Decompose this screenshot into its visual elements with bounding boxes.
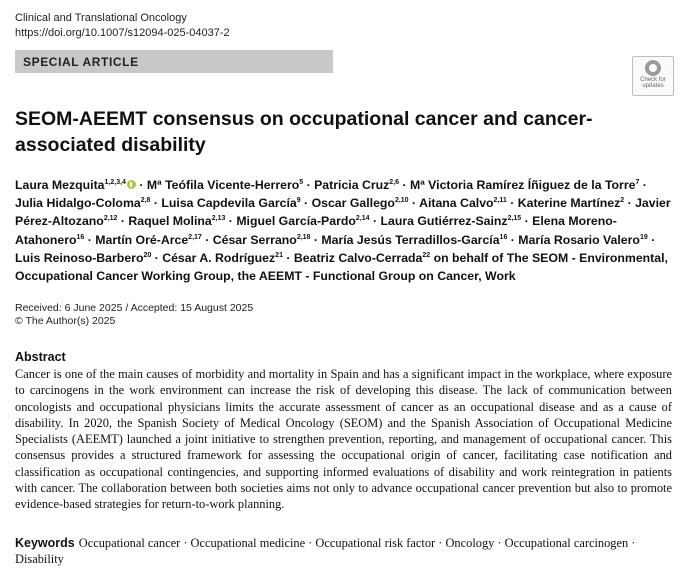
- abstract-body: Cancer is one of the main causes of morbidity and mortality in Spain and has a significant impact in the workplace, where exposure to carcinogens in the work environment can increase the risk of developing this disease. The lack of communication between oncologists and occupational physicians limits the accurate assessment of cancer as an occupational disease and as a cause of disability. In 2020, the Spanish Society of Medical Oncology (SEOM) and the Spanish Association of Occupational Medicine Specialists (AEEMT) launched a joint initiative to strengthen prevention, reporting, and management of occupational cancer. This consensus provides a structured framework for assessing the occupational origin of cancer, facilitating case notification and classification as occupational contingencies, and supporting informed evaluations of disability and work reintegration in patients with cancer. The collaboration between both societies aims not only to advance occupational cancer prevention but also to promote evidence-based strategies for return-to-work planning.: [15, 367, 672, 512]
- author-name: Oscar Gallego: [311, 196, 395, 211]
- author-affiliations: 2,15: [507, 215, 522, 223]
- author-entry[interactable]: [162, 251, 283, 265]
- author-entry[interactable]: [147, 178, 303, 192]
- author-name: Javier Pérez-Altozano: [15, 196, 671, 229]
- author-entry[interactable]: [518, 233, 647, 247]
- author-name: Miguel García-Pardo: [236, 214, 356, 229]
- orcid-icon[interactable]: [127, 180, 136, 189]
- author-name: Elena Moreno-Atahonero: [15, 214, 617, 247]
- author-entry[interactable]: [15, 196, 150, 210]
- author-entry[interactable]: [380, 214, 521, 228]
- article-title: SEOM-AEEMT consensus on occupational cancer and cancer-associated disability: [15, 108, 593, 156]
- authors-group-suffix: on behalf of The SEOM - Environmental, Occupational Cancer Working Group, the AEEMT - Functional Group on Cancer, Work: [15, 250, 668, 284]
- author-name: Aitana Calvo: [419, 196, 494, 211]
- author-affiliations: 2,13: [211, 215, 226, 223]
- author-entry[interactable]: [95, 233, 202, 247]
- author-name: Julia Hidalgo-Coloma: [15, 196, 141, 211]
- author-affiliations: 2,18: [296, 233, 311, 241]
- author-name: Katerine Martínez: [517, 196, 621, 211]
- check-updates-line1: Check for: [640, 77, 666, 83]
- author-entry[interactable]: [294, 251, 430, 265]
- article-type-label: SPECIAL ARTICLE: [23, 55, 139, 69]
- author-name: Luisa Capdevila García: [161, 196, 297, 211]
- author-entry[interactable]: [15, 178, 136, 192]
- author-affiliations: 1,2,3,4: [104, 179, 126, 186]
- author-name: César A. Rodríguez: [162, 250, 276, 265]
- author-affiliations: 2,14: [355, 215, 370, 223]
- author-affiliations: 16: [76, 233, 85, 241]
- received-accepted-dates: Received: 6 June 2025 / Accepted: 15 August 2025: [15, 302, 254, 314]
- author-name: Raquel Molina: [128, 214, 212, 229]
- author-name: María Jesús Terradillos-García: [321, 232, 500, 247]
- check-for-updates-button[interactable]: [632, 56, 674, 96]
- author-entry[interactable]: [314, 178, 399, 192]
- author-name: Mª Victoria Ramírez Íñiguez de la Torre: [409, 178, 636, 192]
- author-affiliations: 2,10: [394, 197, 409, 205]
- author-name: Beatriz Calvo-Cerrada: [293, 250, 423, 265]
- author-entry[interactable]: [236, 214, 369, 228]
- keywords-list: Occupational cancer · Occupational medicine · Occupational risk factor · Oncology · Occupational carcinogen · Disability: [15, 536, 636, 566]
- author-name: Mª Teófila Vicente-Herrero: [146, 178, 300, 192]
- keywords-label: Keywords: [15, 536, 75, 550]
- author-affiliations: 2: [620, 197, 625, 205]
- author-affiliations: 22: [422, 251, 431, 259]
- author-affiliations: 19: [639, 233, 648, 241]
- author-affiliations: 7: [635, 179, 640, 186]
- author-affiliations: 2,8: [140, 197, 151, 205]
- author-name: César Serrano: [212, 232, 297, 247]
- author-affiliations: 16: [499, 233, 508, 241]
- author-entry[interactable]: [161, 196, 300, 210]
- author-name: Martín Oré-Arce: [95, 232, 189, 247]
- journal-name: Clinical and Translational Oncology: [15, 12, 187, 24]
- author-affiliations: 5: [299, 179, 304, 186]
- author-name: Patricia Cruz: [314, 178, 390, 192]
- keywords: [15, 535, 675, 567]
- author-affiliations: 2,6: [389, 179, 400, 186]
- author-entry[interactable]: [312, 196, 409, 210]
- author-affiliations: 9: [296, 197, 301, 205]
- author-affiliations: 21: [275, 251, 283, 259]
- abstract-heading: Abstract: [15, 350, 66, 364]
- author-entry[interactable]: [128, 214, 225, 228]
- author-entry[interactable]: [419, 196, 507, 210]
- author-affiliations: 2,17: [188, 233, 202, 241]
- article-type-banner: [15, 50, 333, 73]
- author-entry[interactable]: [321, 233, 507, 247]
- author-affiliations: 20: [143, 251, 152, 259]
- author-affiliations: 2,12: [103, 215, 118, 223]
- author-entry[interactable]: [213, 233, 311, 247]
- author-name: Laura Mezquita: [15, 178, 105, 192]
- author-name: María Rosario Valero: [518, 232, 640, 247]
- author-name: Laura Gutiérrez-Sainz: [380, 214, 508, 229]
- author-entry[interactable]: [15, 251, 151, 265]
- doi-link[interactable]: https://doi.org/10.1007/s12094-025-04037-2: [15, 27, 230, 39]
- check-updates-icon: [645, 60, 661, 76]
- author-entry[interactable]: [410, 178, 639, 192]
- author-list: Laura Mezquita$^{1,2,3,4}$ · Mª Teófila Vicente-Herrero$^5$ · Patricia Cruz$^{2,6}$ · Mª Victoria Ramírez Íñiguez de la Torre$^7$ · Julia Hidalgo-Coloma$^{2,8}$ · Luisa Capdevila García$^9$ · Oscar Gallego$^{2,10}$ · Aitana Calvo$^{2,11}$ · Katerine Martínez$^2$ · Javier Pérez-Altozano$^{2,12}$ · Raquel Molina$^{2,13}$ · Miguel García-Pardo$^{2,14}$ · Laura Gutiérrez-Sainz$^{2,15}$ · Elena Moreno-Atahonero$^{16}$ · Martín Oré-Arce$^{2,17}$ · César Serrano$^{2,18}$ · María Jesús Terradillos-García$^{16}$ · María Rosario Valero$^{19}$ · Luis Reinoso-Barbero$^{20}$ · César A. Rodríguez$^{21}$ · Beatriz Calvo-Cerrada$^{22}$ on behalf of The SEOM - Environmental, Occupational Cancer Working Group, the AEEMT - Functional Group on Cancer, Work: [15, 178, 671, 284]
- author-name: Luis Reinoso-Barbero: [15, 250, 144, 265]
- author-affiliations: 2,11: [493, 197, 507, 205]
- author-entry[interactable]: [518, 196, 624, 210]
- check-updates-line2: updates: [642, 83, 664, 89]
- copyright: © The Author(s) 2025: [15, 315, 116, 327]
